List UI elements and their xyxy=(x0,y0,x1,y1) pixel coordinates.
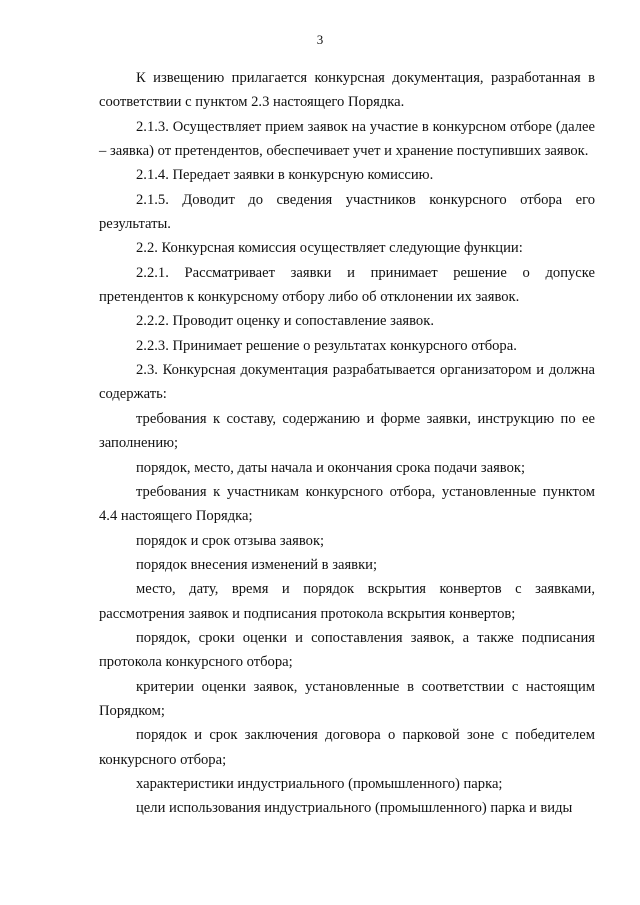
paragraph-2-1-3: 2.1.3. Осуществляет прием заявок на участие в конкурсном отборе (далее – заявка) от претендентов, обеспечивает учет и хранение поступивших заявок. xyxy=(99,118,595,160)
paragraph-2-2-3: 2.2.3. Принимает решение о результатах конкурсного отбора. xyxy=(136,337,517,354)
document-body xyxy=(99,66,595,821)
paragraph-2-3: 2.3. Конкурсная документация разрабатывается организатором и должна содержать: xyxy=(99,362,595,403)
list-item-amendments: порядок внесения изменений в заявки; xyxy=(136,556,378,573)
paragraph-2-2-1: 2.2.1. Рассматривает заявки и принимает решение о допуске претендентов к конкурсному отбору либо об отклонении их заявок. xyxy=(99,264,595,306)
list-item-park-characteristics: характеристики индустриального (промышленного) парка; xyxy=(136,775,503,792)
list-item-participant-requirements: требования к участникам конкурсного отбора, установленные пунктом 4.4 настоящего Порядка; xyxy=(99,483,595,525)
paragraph-2-1-4: 2.1.4. Передает заявки в конкурсную комиссию. xyxy=(136,167,434,184)
list-item-evaluation-criteria: критерии оценки заявок, установленные в соответствии с настоящим Порядком; xyxy=(99,678,595,719)
list-item-park-purposes: цели использования индустриального (промышленного) парка и виды xyxy=(136,800,573,817)
list-item-withdrawal: порядок и срок отзыва заявок; xyxy=(136,532,325,549)
list-item-evaluation-terms: порядок, сроки оценки и сопоставления заявок, а также подписания протокола конкурсного отбора; xyxy=(99,629,595,671)
paragraph-2-1-5: 2.1.5. Доводит до сведения участников конкурсного отбора его результаты. xyxy=(99,191,595,233)
paragraph-intro: К извещению прилагается конкурсная документация, разработанная в соответствии с пунктом 2.3 настоящего Порядка. xyxy=(99,70,595,111)
list-item-envelope-opening: место, дату, время и порядок вскрытия конвертов с заявками, рассмотрения заявок и подписания протокола вскрытия конвертов; xyxy=(99,581,595,622)
list-item-contract-terms: порядок и срок заключения договора о парковой зоне с победителем конкурсного отбора; xyxy=(99,727,595,768)
page-number: 3 xyxy=(316,32,324,47)
list-item-requirements-form: требования к составу, содержанию и форме заявки, инструкцию по ее заполнению; xyxy=(99,410,595,452)
paragraph-2-2: 2.2. Конкурсная комиссия осуществляет следующие функции: xyxy=(136,240,523,257)
paragraph-2-2-2: 2.2.2. Проводит оценку и сопоставление заявок. xyxy=(136,313,434,330)
list-item-submission-period: порядок, место, даты начала и окончания срока подачи заявок; xyxy=(136,459,526,476)
